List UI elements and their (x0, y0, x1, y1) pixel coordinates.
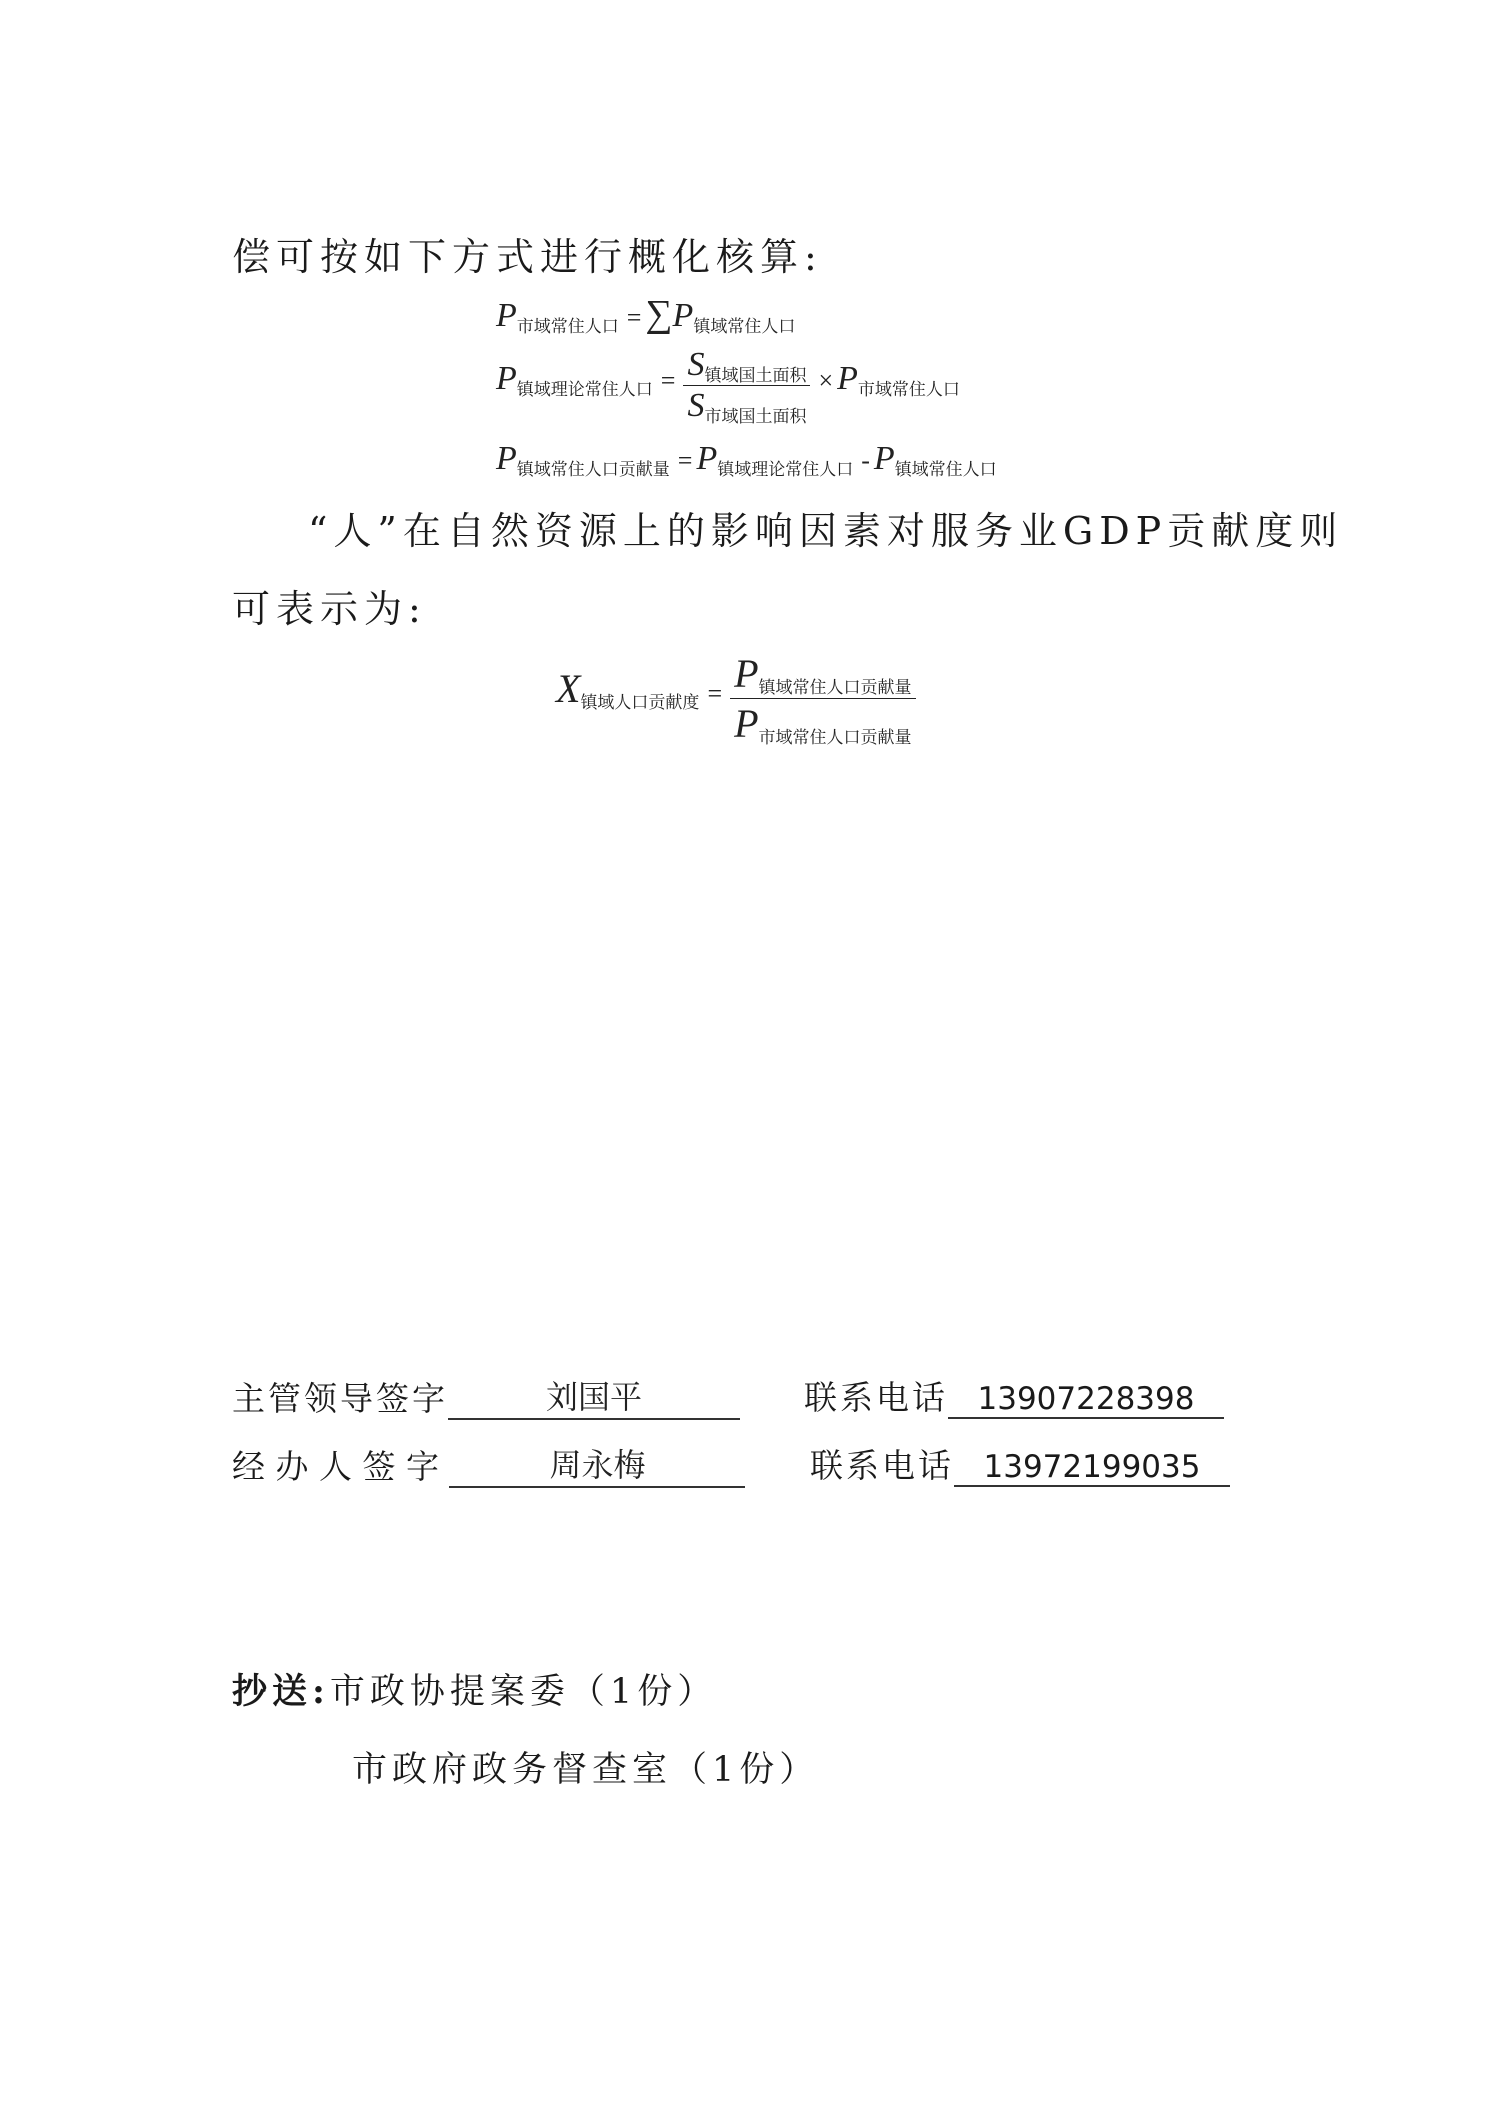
formula-subscript: 镇域国土面积 (704, 366, 807, 386)
formula-subscript: 镇域理论常住人口 (516, 380, 653, 401)
leader-signature-field (448, 1372, 740, 1420)
leader-phone-label: 联系电话 (804, 1378, 948, 1417)
formula-subscript: 镇域人口贡献度 (580, 693, 700, 714)
minus-sign: - (861, 446, 870, 475)
fraction-numerator (683, 346, 810, 386)
formula-var: P (496, 440, 517, 477)
leader-name: 刘国平 (545, 1378, 642, 1416)
formula-population-contribution (496, 440, 997, 478)
formula-var: P (496, 360, 517, 398)
formula-contribution-degree (556, 650, 916, 747)
leader-phone-field (948, 1378, 1224, 1419)
leader-signature-label: 主管领导签字 (232, 1379, 448, 1418)
fraction-denominator (730, 699, 915, 747)
formula-theoretical-population (496, 346, 960, 425)
formula-var: P (873, 440, 895, 477)
handler-phone: 13972199035 (983, 1449, 1201, 1485)
cc-recipient: 市政府政务督查室（1份） (352, 1750, 820, 1790)
formula-subscript: 镇域常住人口贡献量 (516, 460, 670, 480)
formula-var: P (672, 297, 694, 334)
equals-sign: = (660, 366, 676, 396)
handler-phone-label: 联系电话 (810, 1446, 954, 1485)
handler-name: 周永梅 (549, 1446, 646, 1484)
equals-sign: = (626, 303, 642, 332)
contribution-fraction (730, 650, 915, 747)
cc-recipient: 市政协提案委（1份） (329, 1672, 718, 1712)
formula-subscript: 市域常住人口 (857, 380, 960, 401)
formula-subscript: 市域常住人口贡献量 (758, 728, 912, 748)
handler-signature-label: 经 办 人 签 字 (232, 1447, 439, 1486)
fraction-numerator (730, 650, 915, 699)
equals-sign: = (707, 679, 723, 709)
formula-var: S (687, 387, 705, 424)
handler-signature-row (232, 1440, 745, 1488)
cc-line-2 (352, 1742, 819, 1792)
formula-var: S (687, 346, 705, 383)
formula-var: P (496, 297, 517, 334)
formula-subscript: 镇域常住人口贡献量 (758, 678, 912, 698)
formula-subscript: 镇域常住人口 (894, 460, 997, 480)
leader-phone-row (804, 1372, 1224, 1419)
formula-var: P (734, 701, 759, 746)
handler-phone-field (954, 1446, 1230, 1487)
sum-symbol: ∑ (645, 293, 673, 335)
formula-subscript: 市域常住人口 (516, 317, 619, 337)
leader-signature-row (232, 1372, 740, 1420)
paragraph-line-1: “人”在自然资源上的影响因素对服务业GDP贡献度则 (308, 509, 1344, 553)
cc-line-1 (232, 1664, 717, 1714)
handler-phone-row (810, 1440, 1230, 1487)
equals-sign: = (677, 446, 693, 475)
formula-subscript: 镇域理论常住人口 (717, 460, 854, 480)
formula-var: P (696, 440, 718, 477)
formula-var: P (734, 651, 759, 696)
times-sign: × (818, 366, 834, 396)
formula-var: P (837, 360, 858, 398)
formula-city-population (496, 292, 795, 336)
paragraph-line-2: 可表示为: (232, 587, 427, 631)
formula-subscript: 镇域常住人口 (693, 317, 796, 337)
leader-phone: 13907228398 (977, 1381, 1195, 1417)
intro-line: 偿可按如下方式进行概化核算: (232, 235, 823, 279)
handler-signature-field (449, 1440, 745, 1488)
formula-var: X (556, 666, 581, 712)
fraction-denominator (683, 386, 810, 425)
area-fraction (683, 346, 810, 425)
formula-subscript: 市域国土面积 (704, 407, 807, 427)
cc-label: 抄送: (232, 1671, 330, 1712)
